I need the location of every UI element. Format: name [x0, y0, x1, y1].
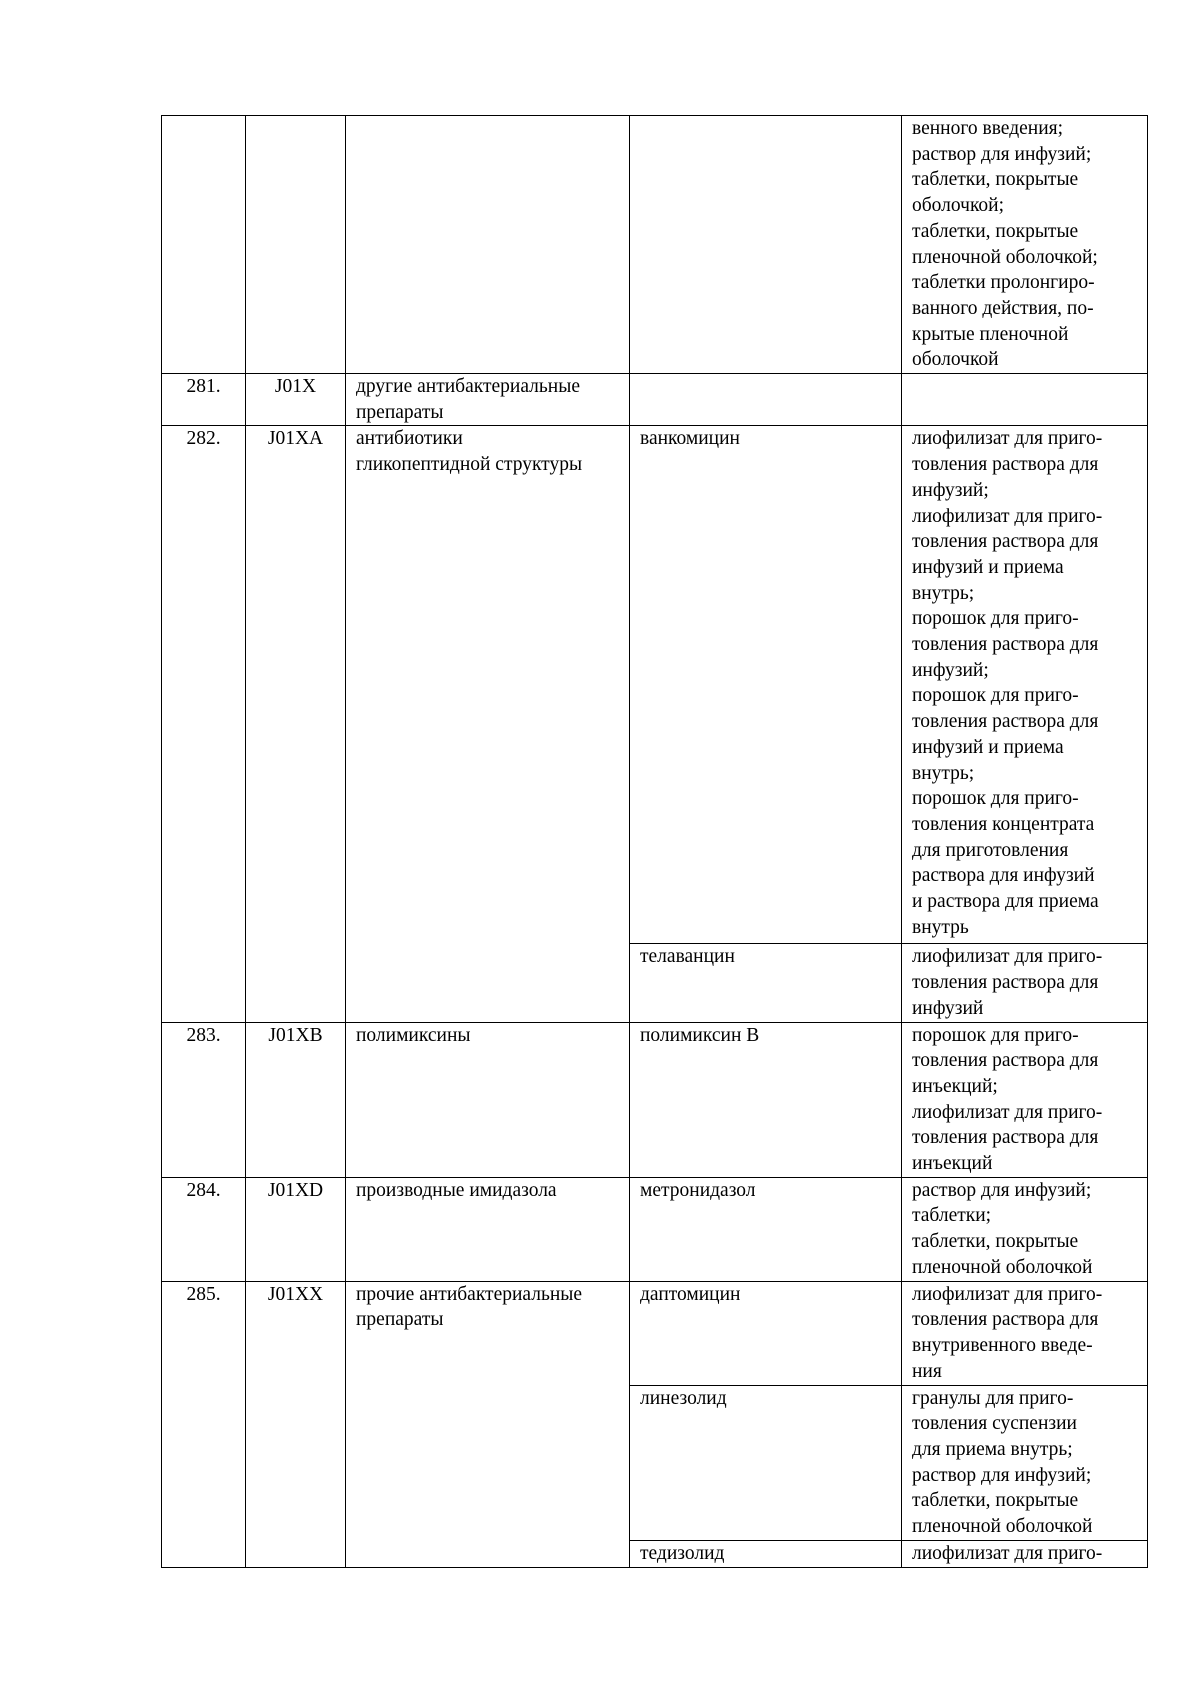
group-name-cell: прочие антибактериальные препараты	[346, 1281, 630, 1567]
atc-code-cell: J01XA	[246, 426, 346, 1022]
dosage-forms-cell: раствор для инфузий; таблетки; таблетки, покрытые пленочной оболочкой	[902, 1177, 1148, 1281]
atc-code-cell	[246, 116, 346, 374]
dosage-forms-cell: лиофилизат для приго-	[902, 1540, 1148, 1567]
drug-name-cell: линезолид	[630, 1385, 902, 1540]
dosage-forms-cell: венного введения; раствор для инфузий; таблетки, покрытые оболочкой; таблетки, покрытые пленочной оболочкой; таблетки пролонгиро- ванного действия, по- крытые пленочной оболочкой	[902, 116, 1148, 374]
row-number-cell: 282.	[162, 426, 246, 1022]
group-name-cell	[346, 116, 630, 374]
drug-name-cell: тедизолид	[630, 1540, 902, 1567]
table-row	[162, 426, 1148, 944]
atc-code-cell: J01XD	[246, 1177, 346, 1281]
dosage-forms-cell	[902, 374, 1148, 426]
drug-list-table	[161, 115, 1148, 1568]
drug-name-cell: ванкомицин	[630, 426, 902, 944]
drug-name-cell: даптомицин	[630, 1281, 902, 1385]
row-number-cell: 281.	[162, 374, 246, 426]
drug-name-cell: метронидазол	[630, 1177, 902, 1281]
group-name-cell: производные имидазола	[346, 1177, 630, 1281]
table-row	[162, 1177, 1148, 1281]
dosage-forms-cell: гранулы для приго- товления суспензии для приема внутрь; раствор для инфузий; таблетки, покрытые пленочной оболочкой	[902, 1385, 1148, 1540]
dosage-forms-cell: порошок для приго- товления раствора для инъекций; лиофилизат для приго- товления раствора для инъекций	[902, 1022, 1148, 1177]
atc-code-cell: J01XB	[246, 1022, 346, 1177]
row-number-cell	[162, 116, 246, 374]
atc-code-cell: J01X	[246, 374, 346, 426]
drug-name-cell: телаванцин	[630, 944, 902, 1022]
group-name-cell: полимиксины	[346, 1022, 630, 1177]
dosage-forms-cell: лиофилизат для приго- товления раствора для внутривенного введе- ния	[902, 1281, 1148, 1385]
drug-name-cell: полимиксин В	[630, 1022, 902, 1177]
row-number-cell: 283.	[162, 1022, 246, 1177]
row-number-cell: 285.	[162, 1281, 246, 1567]
drug-name-cell	[630, 374, 902, 426]
drug-name-cell	[630, 116, 902, 374]
dosage-forms-cell: лиофилизат для приго- товления раствора для инфузий; лиофилизат для приго- товления раствора для инфузий и приема внутрь; порошок для приго- товления раствора для инфузий; порошок для приго- товления раствора для инфузий и приема внутрь; порошок для приго- товления концентрата для приготовления раствора для инфузий и раствора для приема внутрь	[902, 426, 1148, 944]
table-row	[162, 374, 1148, 426]
group-name-cell: другие антибактериальные препараты	[346, 374, 630, 426]
dosage-forms-cell: лиофилизат для приго- товления раствора для инфузий	[902, 944, 1148, 1022]
row-number-cell: 284.	[162, 1177, 246, 1281]
table-row	[162, 1022, 1148, 1177]
table-row	[162, 1281, 1148, 1385]
atc-code-cell: J01XX	[246, 1281, 346, 1567]
table-row	[162, 116, 1148, 374]
group-name-cell: антибиотики гликопептидной структуры	[346, 426, 630, 1022]
